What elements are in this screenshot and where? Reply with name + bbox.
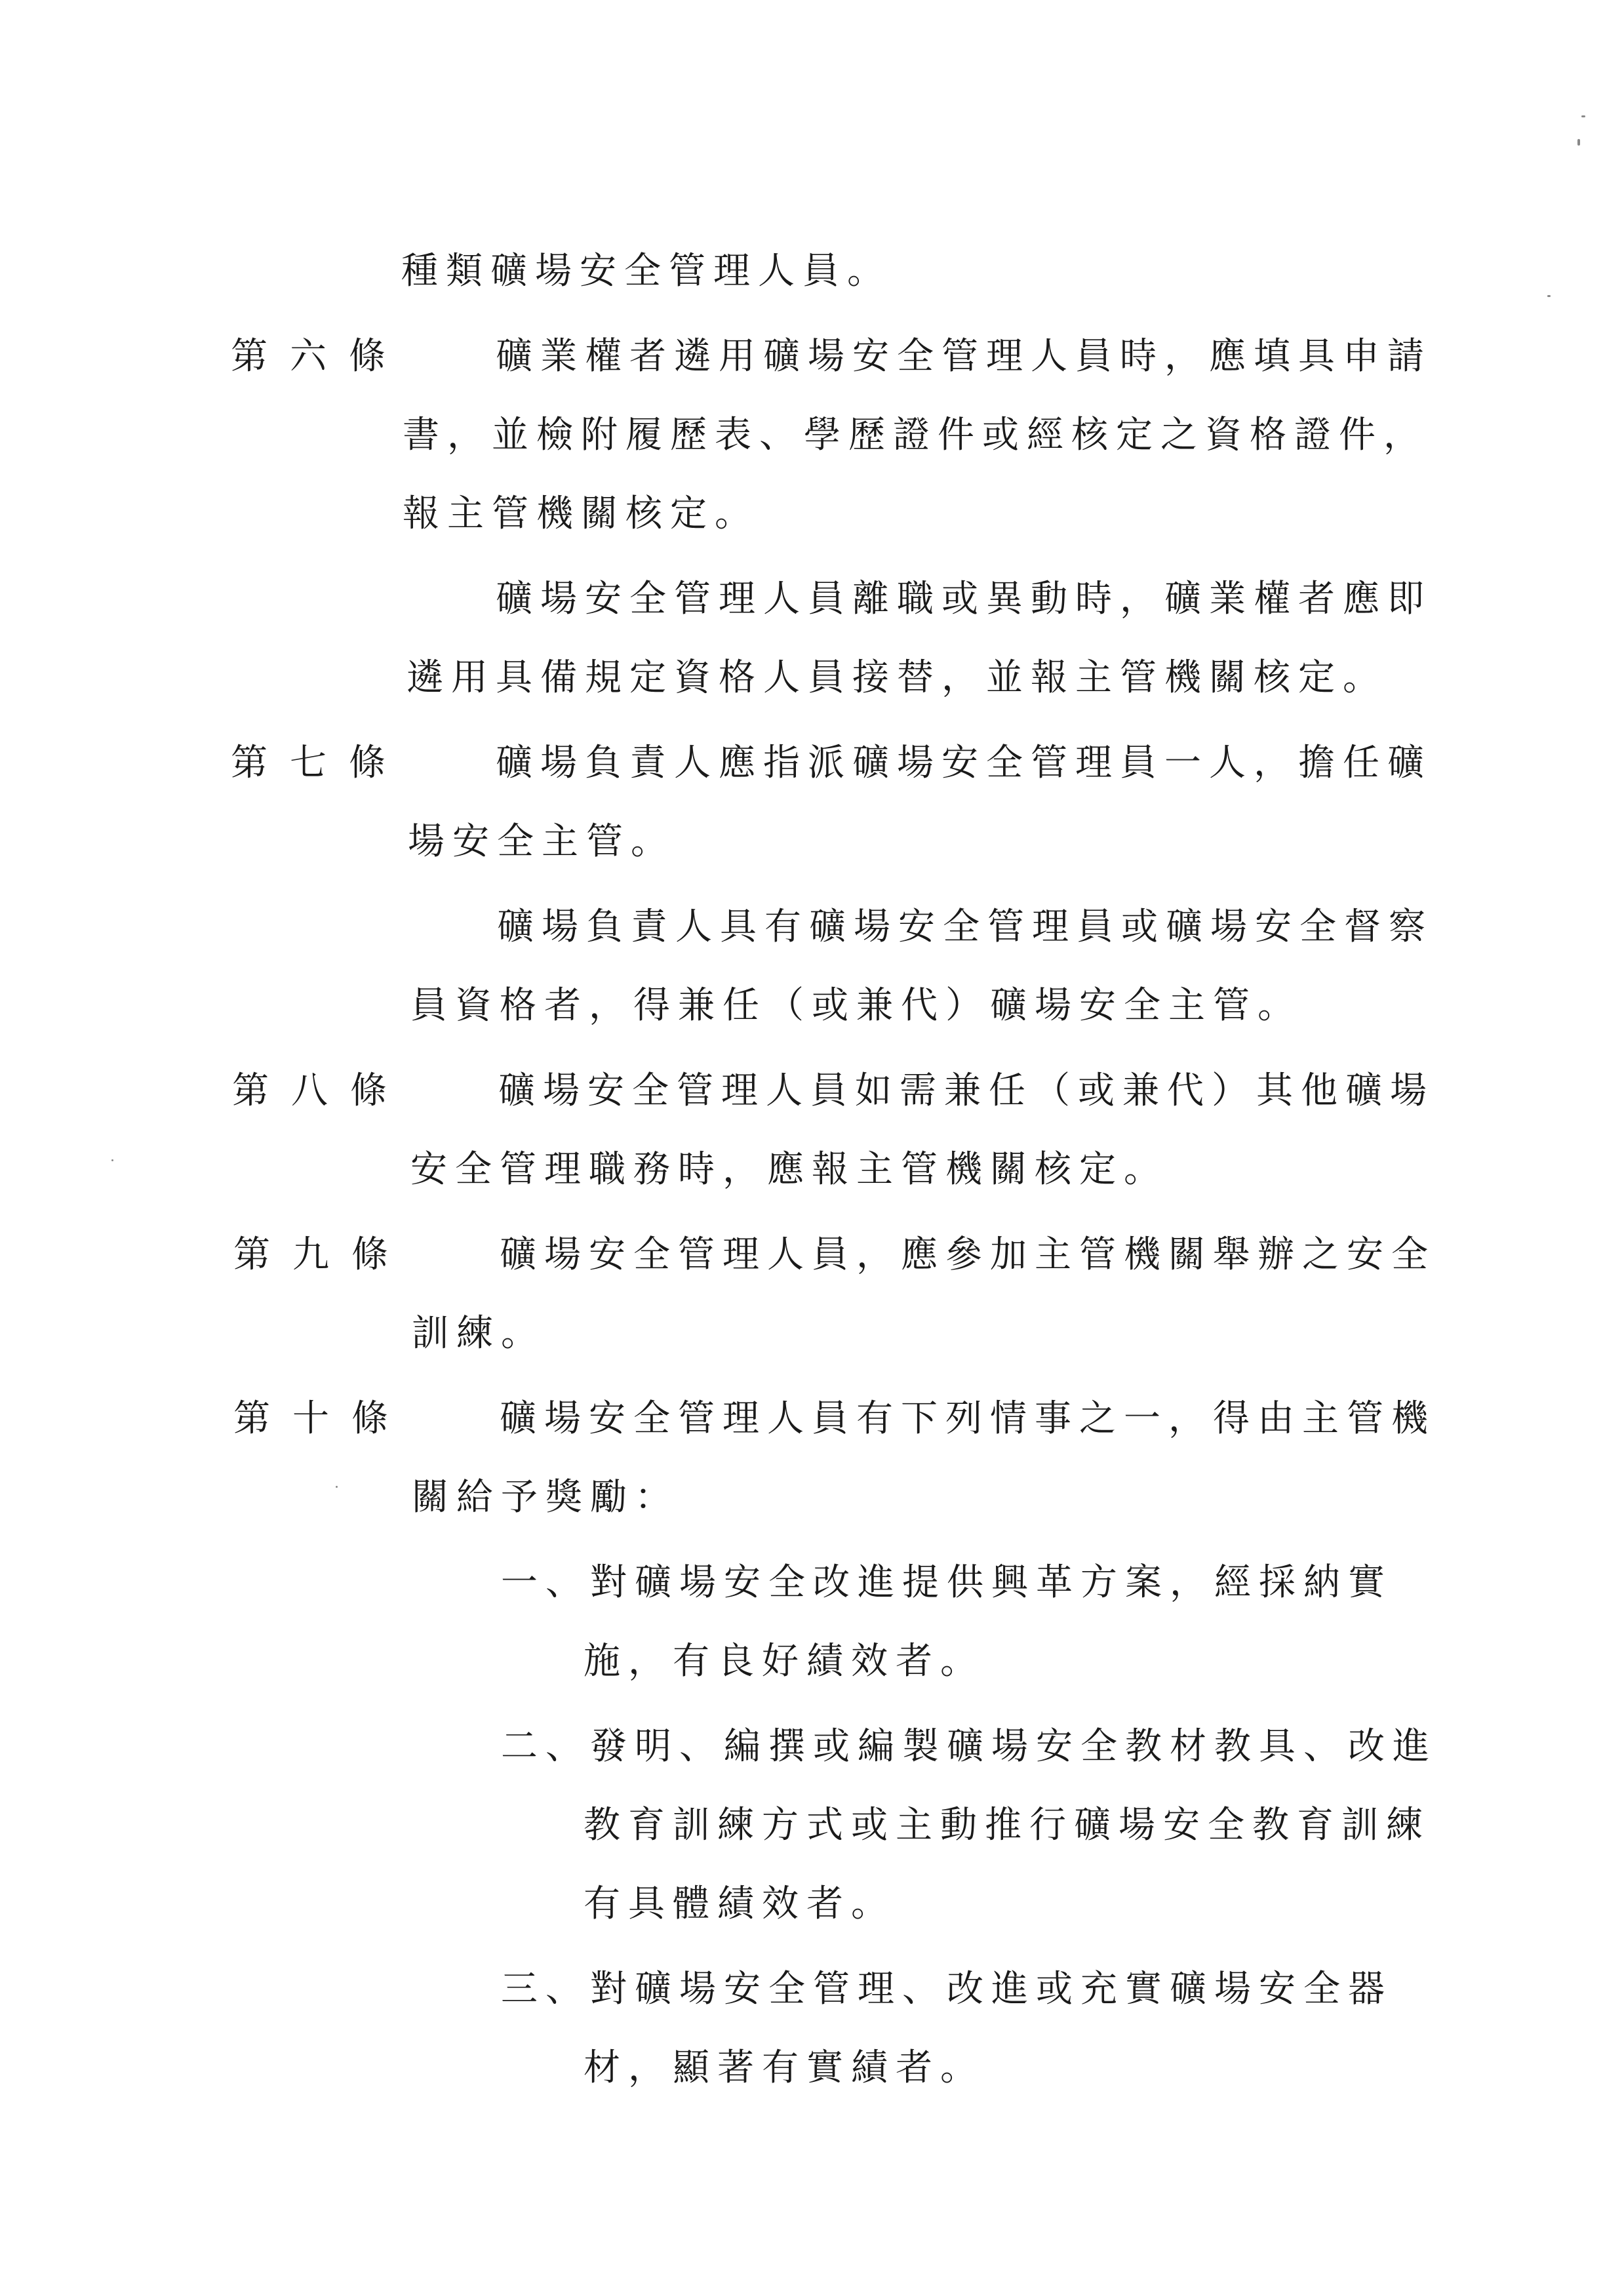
text-line: 礦場安全管理人員，應參加主管機關舉辦之安全 (500, 1233, 1436, 1276)
text-line: 書，並檢附履歷表、學歷證件或經核定之資格證件， (403, 414, 1428, 456)
text-line: 員資格者，得兼任（或兼代）礦場安全主管。 (410, 984, 1302, 1027)
text-line: 關給予獎勵： (412, 1476, 679, 1519)
text-line: 報主管機關核定。 (403, 492, 759, 535)
text-line: 礦場負責人應指派礦場安全管理員一人，擔任礦 (496, 742, 1432, 784)
text-line: 遴用具備規定資格人員接替，並報主管機關核定。 (406, 656, 1387, 699)
text-line: 訓練。 (412, 1312, 545, 1355)
article-label-10: 第十條 (233, 1397, 410, 1440)
article-label-8: 第八條 (232, 1069, 409, 1112)
article-label-7: 第七條 (231, 742, 408, 784)
list-item-continuation: 教育訓練方式或主動推行礦場安全教育訓練 (584, 1804, 1431, 1846)
text-line: 礦場負責人具有礦場安全管理員或礦場安全督察 (497, 906, 1433, 948)
scan-speck (111, 1159, 113, 1161)
scan-speck (1547, 295, 1551, 297)
text-line: 礦場安全管理人員有下列情事之一，得由主管機 (500, 1397, 1436, 1440)
list-item: 三、對礦場安全管理、改進或充實礦場安全器 (501, 1968, 1393, 2010)
list-item: 一、對礦場安全改進提供興革方案，經採納實 (501, 1561, 1393, 1604)
text-line: 礦場安全管理人員如需兼任（或兼代）其他礦場 (498, 1069, 1435, 1112)
text-line: 種類礦場安全管理人員。 (401, 250, 892, 292)
list-item-continuation: 材，顯著有實績者。 (584, 2046, 985, 2089)
text-line: 安全管理職務時，應報主管機關核定。 (410, 1148, 1168, 1191)
text-line: 礦場安全管理人員離職或異動時，礦業權者應即 (496, 578, 1432, 620)
list-item-continuation: 施，有良好績效者。 (584, 1640, 985, 1683)
article-label-6: 第六條 (231, 335, 408, 378)
list-item: 二、發明、編撰或編製礦場安全教材教具、改進 (501, 1725, 1437, 1768)
scan-speck (336, 1486, 338, 1488)
text-line: 場安全主管。 (408, 820, 675, 863)
scan-speck (1581, 115, 1585, 117)
text-line: 礦業權者遴用礦場安全管理人員時，應填具申請 (496, 335, 1432, 378)
list-item-continuation: 有具體績效者。 (584, 1883, 896, 1925)
scan-speck (1577, 139, 1580, 146)
article-label-9: 第九條 (233, 1233, 410, 1276)
